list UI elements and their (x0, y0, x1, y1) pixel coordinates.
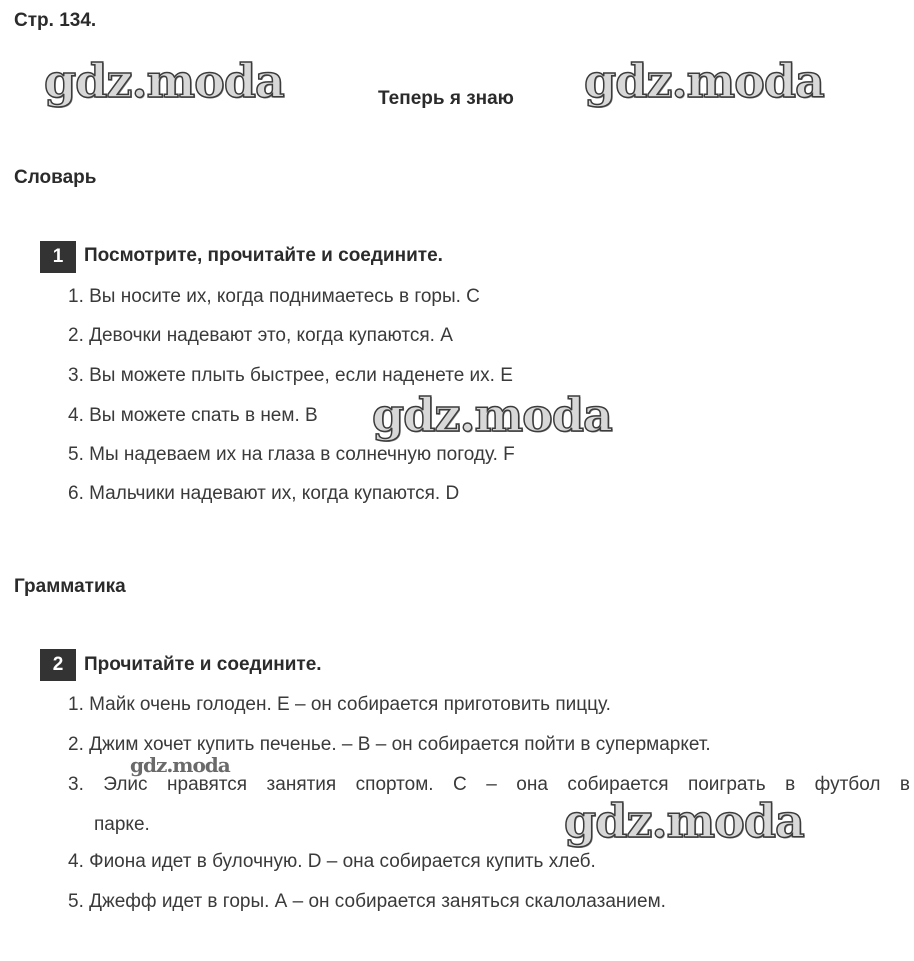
watermark-logo: gdz.moda (44, 54, 284, 108)
task-instruction: Посмотрите, прочитайте и соедините. (84, 245, 443, 266)
section-heading-vocabulary: Словарь (14, 167, 97, 188)
list-item: 4. Фиона идет в булочную. D – она собирается купить хлеб. (68, 851, 596, 872)
page-number: Стр. 134. (14, 10, 97, 31)
list-item: 6. Мальчики надевают их, когда купаются. D (68, 483, 460, 504)
watermark-logo: gdz.moda (564, 794, 804, 848)
list-item: 3. Вы можете плыть быстрее, если наденете их. Е (68, 365, 513, 386)
list-item: 2. Джим хочет купить печенье. – В – он собирается пойти в супермаркет. (68, 734, 711, 755)
list-item: 4. Вы можете спать в нем. В (68, 405, 318, 426)
task-instruction: Прочитайте и соедините. (84, 654, 322, 675)
list-item: 3. Элис нравятся занятия спортом. С – она собирается поиграть в футбол в (68, 774, 910, 795)
list-item: 2. Девочки надевают это, когда купаются. А (68, 325, 453, 346)
list-item: 5. Мы надеваем их на глаза в солнечную погоду. F (68, 444, 515, 465)
list-item: 5. Джефф идет в горы. А – он собирается заняться скалолазанием. (68, 891, 666, 912)
page-title: Теперь я знаю (378, 88, 514, 109)
list-item: 1. Майк очень голоден. Е – он собирается приготовить пиццу. (68, 694, 611, 715)
task-number-badge: 1 (40, 241, 76, 273)
watermark-logo: gdz.moda (372, 388, 612, 442)
task-number-badge: 2 (40, 649, 76, 681)
watermark-logo: gdz.moda (130, 753, 230, 777)
watermark-logo: gdz.moda (584, 54, 824, 108)
section-heading-grammar: Грамматика (14, 576, 126, 597)
list-item: 1. Вы носите их, когда поднимаетесь в горы. С (68, 286, 480, 307)
list-item-continuation: парке. (94, 814, 150, 835)
